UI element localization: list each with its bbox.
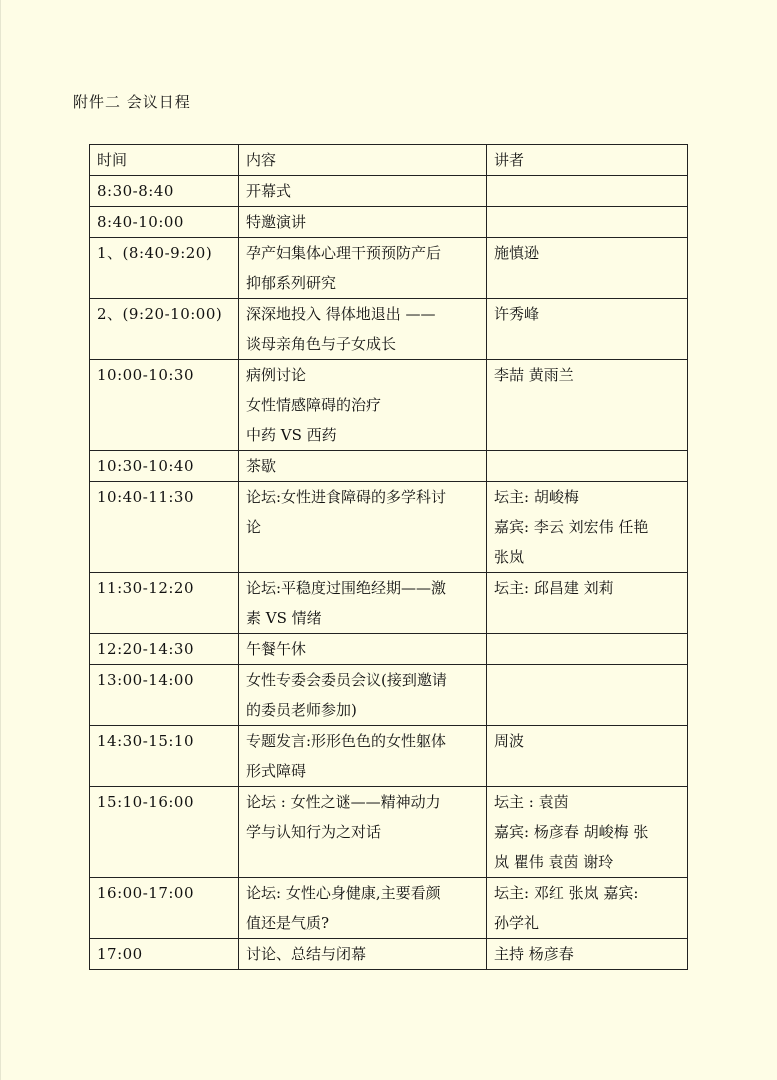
table-row — [90, 573, 688, 634]
content-line: 中药 VS 西药 — [246, 426, 337, 444]
cell-content — [239, 238, 487, 299]
cell-content — [239, 299, 487, 360]
cell-time: 12:20-14:30 — [90, 634, 239, 665]
content-line: 特邀演讲 — [246, 213, 307, 231]
cell-time: 1、(8:40-9:20) — [90, 238, 239, 299]
cell-speaker — [487, 573, 688, 634]
cell-content — [239, 451, 487, 482]
column-header-speaker: 讲者 — [487, 145, 688, 176]
content-line: 抑郁系列研究 — [246, 274, 337, 292]
cell-time: 11:30-12:20 — [90, 573, 239, 634]
cell-content — [239, 207, 487, 238]
cell-time: 8:30-8:40 — [90, 176, 239, 207]
content-line: 论坛:平稳度过围绝经期——激 — [246, 579, 447, 597]
table-row — [90, 299, 688, 360]
schedule-table — [89, 144, 688, 970]
content-line: 谈母亲角色与子女成长 — [246, 335, 397, 353]
content-line: 开幕式 — [246, 182, 292, 200]
document-heading: 附件二 会议日程 — [73, 93, 191, 111]
table-row — [90, 939, 688, 970]
cell-speaker — [487, 787, 688, 878]
cell-speaker — [487, 726, 688, 787]
speaker-line: 坛主: 胡峻梅 — [494, 488, 579, 506]
content-line: 女性情感障碍的治疗 — [246, 396, 382, 414]
content-line: 学与认知行为之对话 — [246, 823, 382, 841]
column-header-time: 时间 — [90, 145, 239, 176]
speaker-line: 施慎逊 — [494, 244, 540, 262]
table-row — [90, 482, 688, 573]
table-row — [90, 878, 688, 939]
column-header-content: 内容 — [239, 145, 487, 176]
cell-speaker — [487, 360, 688, 451]
cell-time: 15:10-16:00 — [90, 787, 239, 878]
content-line: 深深地投入 得体地退出 —— — [246, 305, 436, 323]
cell-content — [239, 176, 487, 207]
speaker-line: 坛主: 邱昌建 刘莉 — [494, 579, 614, 597]
content-line: 女性专委会委员会议(接到邀请 — [246, 671, 447, 689]
table-row — [90, 207, 688, 238]
table-row — [90, 787, 688, 878]
cell-content — [239, 482, 487, 573]
speaker-line: 李喆 黄雨兰 — [494, 366, 574, 384]
cell-time: 8:40-10:00 — [90, 207, 239, 238]
cell-speaker — [487, 299, 688, 360]
content-line: 茶歇 — [246, 457, 277, 475]
cell-speaker — [487, 939, 688, 970]
cell-time: 2、(9:20-10:00) — [90, 299, 239, 360]
content-line: 讨论、总结与闭幕 — [246, 945, 367, 963]
schedule-body — [90, 176, 688, 970]
cell-time: 13:00-14:00 — [90, 665, 239, 726]
cell-speaker — [487, 665, 688, 726]
cell-speaker — [487, 451, 688, 482]
speaker-line: 坛主 : 袁茵 — [494, 793, 569, 811]
content-line: 午餐午休 — [246, 640, 307, 658]
speaker-line: 坛主: 邓红 张岚 嘉宾: — [494, 884, 639, 902]
speaker-line: 张岚 — [494, 548, 525, 566]
table-row — [90, 634, 688, 665]
cell-time: 14:30-15:10 — [90, 726, 239, 787]
content-line: 孕产妇集体心理干预预防产后 — [246, 244, 442, 262]
table-row — [90, 451, 688, 482]
speaker-line: 岚 瞿伟 袁茵 谢玲 — [494, 853, 614, 871]
cell-speaker — [487, 176, 688, 207]
content-line: 病例讨论 — [246, 366, 307, 384]
cell-time: 16:00-17:00 — [90, 878, 239, 939]
table-row — [90, 238, 688, 299]
cell-time: 10:30-10:40 — [90, 451, 239, 482]
speaker-line: 周波 — [494, 732, 525, 750]
speaker-line: 孙学礼 — [494, 914, 540, 932]
content-line: 值还是气质? — [246, 914, 330, 932]
speaker-line: 许秀峰 — [494, 305, 540, 323]
content-line: 专题发言:形形色色的女性躯体 — [246, 732, 447, 750]
content-line: 论坛 : 女性之谜——精神动力 — [246, 793, 441, 811]
cell-content — [239, 726, 487, 787]
content-line: 论 — [246, 518, 262, 536]
table-header-row — [90, 145, 688, 176]
cell-speaker — [487, 238, 688, 299]
cell-speaker — [487, 207, 688, 238]
cell-speaker — [487, 482, 688, 573]
cell-content — [239, 939, 487, 970]
cell-time: 10:00-10:30 — [90, 360, 239, 451]
cell-content — [239, 360, 487, 451]
content-line: 的委员老师参加) — [246, 701, 357, 719]
cell-content — [239, 634, 487, 665]
table-row — [90, 726, 688, 787]
cell-content — [239, 573, 487, 634]
cell-content — [239, 665, 487, 726]
content-line: 论坛:女性进食障碍的多学科讨 — [246, 488, 447, 506]
cell-time: 10:40-11:30 — [90, 482, 239, 573]
speaker-line: 嘉宾: 杨彦春 胡峻梅 张 — [494, 823, 649, 841]
table-row — [90, 176, 688, 207]
cell-time: 17:00 — [90, 939, 239, 970]
cell-content — [239, 878, 487, 939]
content-line: 素 VS 情绪 — [246, 609, 322, 627]
cell-speaker — [487, 878, 688, 939]
speaker-line: 主持 杨彦春 — [494, 945, 574, 963]
cell-speaker — [487, 634, 688, 665]
content-line: 论坛: 女性心身健康,主要看颜 — [246, 884, 441, 902]
content-line: 形式障碍 — [246, 762, 307, 780]
table-row — [90, 360, 688, 451]
table-row — [90, 665, 688, 726]
cell-content — [239, 787, 487, 878]
speaker-line: 嘉宾: 李云 刘宏伟 任艳 — [494, 518, 649, 536]
